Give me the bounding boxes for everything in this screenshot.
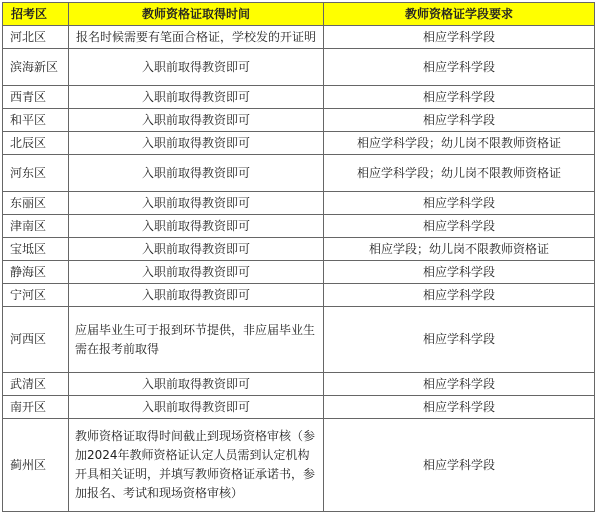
requirement-cell: 相应学科学段 xyxy=(324,49,595,86)
district-cell: 和平区 xyxy=(3,109,69,132)
table-row xyxy=(3,396,595,419)
district-cell: 南开区 xyxy=(3,396,69,419)
table-row xyxy=(3,284,595,307)
time-cell: 入职前取得教资即可 xyxy=(69,261,324,284)
district-cell: 北辰区 xyxy=(3,132,69,155)
requirements-table xyxy=(2,2,595,512)
table-row xyxy=(3,238,595,261)
time-cell: 入职前取得教资即可 xyxy=(69,284,324,307)
table-row xyxy=(3,86,595,109)
requirement-cell: 相应学科学段 xyxy=(324,284,595,307)
time-cell: 入职前取得教资即可 xyxy=(69,155,324,192)
time-cell: 入职前取得教资即可 xyxy=(69,86,324,109)
requirement-cell: 相应学科学段 xyxy=(324,86,595,109)
table-row xyxy=(3,419,595,512)
header-time: 教师资格证取得时间 xyxy=(69,3,324,26)
requirement-cell: 相应学科学段 xyxy=(324,109,595,132)
district-cell: 蓟州区 xyxy=(3,419,69,512)
requirement-cell: 相应学段；幼儿岗不限教师资格证 xyxy=(324,238,595,261)
table-row xyxy=(3,155,595,192)
table-row xyxy=(3,215,595,238)
header-requirement: 教师资格证学段要求 xyxy=(324,3,595,26)
time-cell: 入职前取得教资即可 xyxy=(69,49,324,86)
time-cell: 教师资格证取得时间截止到现场资格审核（参加2024年教师资格证认定人员需到认定机构开具相关证明，并填写教师资格证承诺书，参加报名、考试和现场资格审核） xyxy=(69,419,324,512)
table-row xyxy=(3,307,595,373)
table-row xyxy=(3,261,595,284)
requirement-cell: 相应学科学段 xyxy=(324,215,595,238)
time-cell: 入职前取得教资即可 xyxy=(69,192,324,215)
table-row xyxy=(3,109,595,132)
district-cell: 宁河区 xyxy=(3,284,69,307)
requirement-cell: 相应学科学段；幼儿岗不限教师资格证 xyxy=(324,132,595,155)
district-cell: 东丽区 xyxy=(3,192,69,215)
district-cell: 西青区 xyxy=(3,86,69,109)
requirement-cell: 相应学科学段 xyxy=(324,26,595,49)
time-cell: 入职前取得教资即可 xyxy=(69,238,324,261)
table-row xyxy=(3,192,595,215)
district-cell: 武清区 xyxy=(3,373,69,396)
time-cell: 入职前取得教资即可 xyxy=(69,373,324,396)
requirement-cell: 相应学科学段；幼儿岗不限教师资格证 xyxy=(324,155,595,192)
requirement-cell: 相应学科学段 xyxy=(324,307,595,373)
time-cell: 入职前取得教资即可 xyxy=(69,109,324,132)
time-cell: 入职前取得教资即可 xyxy=(69,132,324,155)
time-cell: 报名时候需要有笔面合格证，学校发的开证明 xyxy=(69,26,324,49)
district-cell: 河北区 xyxy=(3,26,69,49)
district-cell: 宝坻区 xyxy=(3,238,69,261)
district-cell: 滨海新区 xyxy=(3,49,69,86)
table-row xyxy=(3,373,595,396)
requirement-cell: 相应学科学段 xyxy=(324,261,595,284)
header-row xyxy=(3,3,595,26)
time-cell: 应届毕业生可于报到环节提供，非应届毕业生需在报考前取得 xyxy=(69,307,324,373)
table-body xyxy=(3,26,595,512)
district-cell: 河东区 xyxy=(3,155,69,192)
time-cell: 入职前取得教资即可 xyxy=(69,396,324,419)
district-cell: 津南区 xyxy=(3,215,69,238)
district-cell: 河西区 xyxy=(3,307,69,373)
header-district: 招考区 xyxy=(3,3,69,26)
requirement-cell: 相应学科学段 xyxy=(324,192,595,215)
time-cell: 入职前取得教资即可 xyxy=(69,215,324,238)
district-cell: 静海区 xyxy=(3,261,69,284)
requirement-cell: 相应学科学段 xyxy=(324,373,595,396)
table-row xyxy=(3,26,595,49)
table-header xyxy=(3,3,595,26)
requirement-cell: 相应学科学段 xyxy=(324,419,595,512)
table-row xyxy=(3,132,595,155)
table-row xyxy=(3,49,595,86)
requirement-cell: 相应学科学段 xyxy=(324,396,595,419)
